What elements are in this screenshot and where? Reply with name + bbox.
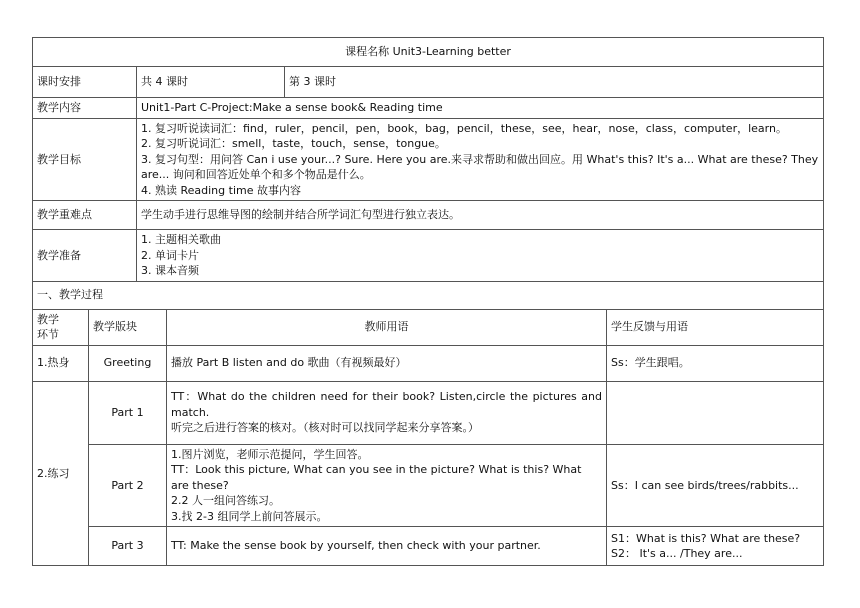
part1-module: Part 1 (89, 381, 167, 444)
warmup-student: Ss：学生跟唱。 (607, 345, 824, 381)
warmup-teacher: 播放 Part B listen and do 歌曲（有视频最好） (167, 345, 607, 381)
header-teacher: 教师用语 (167, 309, 607, 345)
preparation-item: 1. 主题相关歌曲 (141, 233, 221, 246)
goals-label: 教学目标 (33, 118, 137, 201)
schedule-total: 共 4 课时 (137, 67, 285, 98)
course-title: 课程名称 Unit3-Learning better (33, 38, 824, 67)
preparation-list (137, 230, 824, 282)
goal-item: 3. 复习句型：用问答 Can i use your...? Sure. Here you are.来寻求帮助和做出回应。用 What's this? It's a... What are these? They are... 询问和回答近处单个和多个物品是什么。 (141, 152, 819, 181)
goal-item: 1. 复习听说读词汇：find，ruler，pencil，pen，book，bag，pencil，these，see，hear，nose，class，computer，learn。 (141, 121, 787, 135)
part3-teacher: TT: Make the sense book by yourself, then check with your partner. (167, 527, 607, 566)
preparation-item: 2. 单词卡片 (141, 248, 199, 262)
schedule-label: 课时安排 (33, 67, 137, 98)
header-module: 教学版块 (89, 309, 167, 345)
schedule-current: 第 3 课时 (285, 67, 824, 98)
part3-module: Part 3 (89, 527, 167, 566)
warmup-stage: 1.热身 (33, 345, 89, 381)
part2-student: Ss：I can see birds/trees/rabbits... (607, 444, 824, 527)
part2-teacher: 1.图片浏览，老师示范提问，学生回答。 TT：Look this picture, What can you see in the picture? What is this? What are these? 2.2 人一组问答练习。 3.找 2-3 组同学上前问答展示。 (167, 444, 607, 527)
part1-student (607, 381, 824, 444)
part2-module: Part 2 (89, 444, 167, 527)
part3-student: S1：What is this? What are these? S2： It's a... /They are... (607, 527, 824, 566)
practice-stage: 2.练习 (33, 381, 89, 566)
header-student: 学生反馈与用语 (607, 309, 824, 345)
part1-teacher: TT：What do the children need for their book? Listen,circle the pictures and match. 听完之后进行答案的核对。（核对时可以找同学起来分享答案。） (167, 381, 607, 444)
warmup-module: Greeting (89, 345, 167, 381)
header-stage: 教学 环节 (33, 309, 89, 345)
goal-item: 2. 复习听说词汇：smell，taste，touch，sense，tongue。 (141, 137, 446, 150)
goal-item: 4. 熟读 Reading time 故事内容 (141, 183, 301, 197)
process-heading: 一、教学过程 (33, 281, 824, 309)
preparation-label: 教学准备 (33, 230, 137, 282)
goals-list (137, 118, 824, 201)
content-value: Unit1-Part C-Project:Make a sense book& Reading time (137, 98, 824, 119)
content-label: 教学内容 (33, 98, 137, 119)
lesson-plan-table (32, 37, 824, 566)
preparation-item: 3. 课本音频 (141, 264, 199, 277)
key-points-value: 学生动手进行思维导图的绘制并结合所学词汇句型进行独立表达。 (137, 201, 824, 230)
key-points-label: 教学重难点 (33, 201, 137, 230)
